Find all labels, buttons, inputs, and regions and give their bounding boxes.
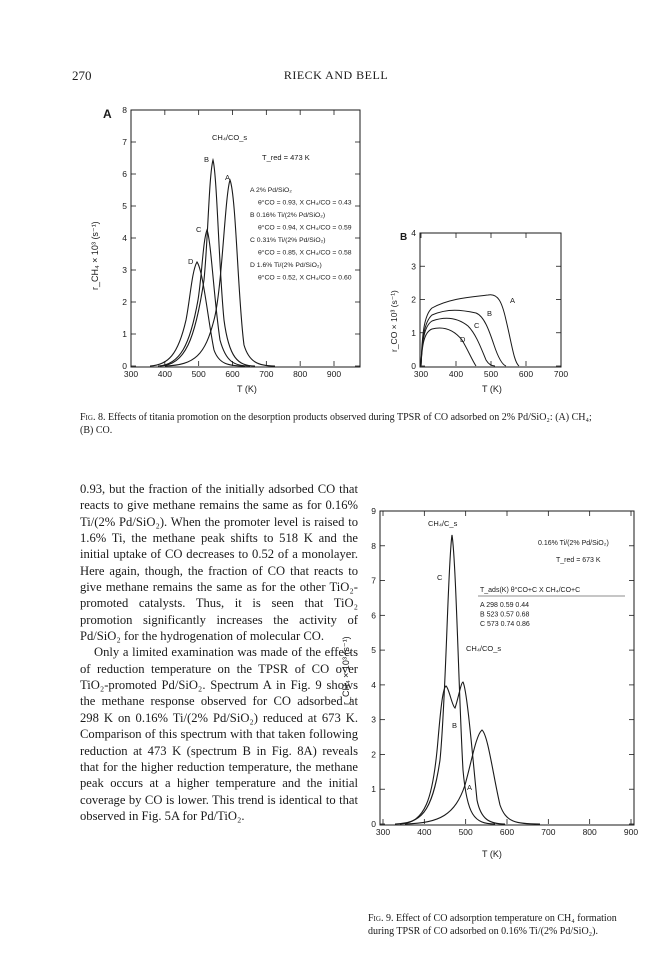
panel-a-legend-line: B 0.16% Ti/(2% Pd/SiO₂) [250,212,326,219]
fig9-table-row: A 298 0.59 0.44 [480,602,530,609]
panel-a-ytick-label: 1 [122,329,127,339]
panel-b-xtick-label: 400 [448,369,464,379]
panel-b-curve-label-d: D [460,335,466,344]
fig9-xtick-label: 700 [541,827,556,837]
figure8-panel-b [389,228,568,394]
panel-a-frame [131,110,360,367]
figure9-caption [368,912,628,938]
panel-a-xtick-label: 500 [191,369,206,379]
panel-a-ylabel: r_CH₄ × 10³ (s⁻¹) [90,221,100,290]
fig9-xtick-label: 900 [623,827,639,837]
fig9-xtick-label: 800 [582,827,597,837]
panel-a-curve-label-b: B [204,155,210,164]
panel-a-legend-line: D 1.6% Ti/(2% Pd/SiO₂) [250,262,322,269]
fig9-curve-c [395,535,495,824]
panel-b-ytick-label: 0 [411,361,416,371]
panel-b-ytick-label: 2 [411,294,416,305]
figure9-caption-label: Fig. 9. [368,913,394,924]
panel-a-xlabel: T (K) [237,384,257,394]
panel-a-title: CH₄/CO_s [212,133,248,142]
panel-a-xtick-label: 300 [123,369,139,379]
panel-b-xtick-label: 600 [518,369,534,379]
fig9-ylabel: r_CH₄ × 10³ (s⁻¹) [341,636,351,705]
panel-b-xlabel: T (K) [482,384,502,394]
fig9-xlabel: T (K) [482,849,502,859]
panel-b-curve-label-c: C [474,321,480,330]
panel-b-ytick-label: 3 [411,261,416,272]
fig9-title-second: CH₄/CO_s [466,644,502,653]
fig9-ytick-label: 1 [371,784,376,795]
panel-a-xtick-label: 600 [225,369,240,379]
panel-a-xtick-label: 400 [157,369,172,379]
figure8-caption-label: Fig. 8. [80,412,106,423]
panel-b-xtick-label: 700 [553,369,569,379]
fig9-ytick-label: 8 [371,540,376,551]
fig9-ytick-label: 0 [371,819,376,829]
fig9-xtick-label: 300 [375,827,391,837]
panel-a-ytick-label: 3 [122,265,127,275]
panel-a-legend-line: θ°CO = 0.85, X CH₄/CO = 0.58 [258,249,352,257]
fig9-ytick-label: 6 [371,610,376,621]
panel-b-curve-label-a: A [510,296,516,305]
panel-a-curve-c [158,230,250,366]
panel-a-legend-line: θ°CO = 0.94, X CH₄/CO = 0.59 [258,224,352,232]
panel-a-curve-b [160,160,255,366]
panel-b-frame [420,233,561,367]
fig9-ytick-label: 7 [371,575,376,586]
panel-b-xtick-label: 500 [483,369,499,379]
panel-a-ytick-label: 5 [122,201,127,211]
fig9-ytick-label: 5 [371,645,376,656]
panel-a-ytick-label: 4 [122,233,127,243]
fig9-curve-label-c: C [437,573,443,582]
panel-b-curve-d [421,328,476,366]
panel-a-ytick-label: 0 [122,361,127,371]
panel-a-curve-label-a: A [225,173,231,182]
fig9-table-row: C 573 0.74 0.86 [480,621,530,628]
fig9-xtick-label: 600 [499,827,515,837]
running-head: RIECK AND BELL [283,68,389,82]
fig9-curve-label-a: A [467,783,473,792]
body-text [80,481,358,824]
panel-a-legend-line: A 2% Pd/SiO₂ [250,187,292,194]
fig9-ytick-label: 2 [371,749,376,760]
panel-a-ytick-label: 2 [122,297,127,307]
fig9-condition: T_red = 673 K [556,557,601,564]
figure8-panel-a [90,105,360,394]
panel-b-letter: B [400,232,408,243]
fig9-xtick-label: 500 [458,827,473,837]
panel-a-legend-line: C 0.31% Ti/(2% Pd/SiO₂) [250,237,326,244]
panel-a-letter: A [103,107,112,121]
fig9-xtick-label: 400 [417,827,432,837]
panel-b-ytick-label: 1 [411,327,416,338]
figure8-caption-text: Effects of titania promotion on the desorption products observed during TPSR of CO adsorbed on 2% Pd/SiO₂: (A) CH₄; (B) CO. [80,412,592,436]
panel-a-ytick-label: 8 [122,105,127,115]
fig9-catalyst: 0.16% Ti/(2% Pd/SiO₂) [538,540,609,547]
panel-b-ylabel: r_CO × 10³ (s⁻¹) [389,290,399,352]
panel-a-legend-line: θ°CO = 0.52, X CH₄/CO = 0.60 [258,274,352,282]
figure9-caption-text: Effect of CO adsorption temperature on CH₄ formation during TPSR of CO adsorbed on 0.16% Ti/(2% Pd/SiO₂). [368,913,617,937]
page-number: 270 [72,68,92,83]
panel-b-curve-label-b: B [487,309,493,318]
body-paragraph-2: Only a limited examination was made of the effects of reduction temperature on the TPSR of CO over TiO₂-promoted Pd/SiO₂. Spectrum A in Fig. 9 shows the methane response observed for CO adsorbed at 298 K on 0.16% Ti/(2% Pd/SiO₂) reduced at 673 K. Comparison of this spectrum with that taken following reduction at 473 K (spectrum B in Fig. 8A) reveals that for the higher reduction temperature, the methane peak occurs at a higher temperature and the initial coverage by CO is lower. This trend is identical to that observed in Fig. 5A for Pd/TiO₂. [80,645,358,823]
fig9-ytick-label: 4 [371,679,376,690]
figure9 [341,506,638,859]
panel-a-legend [250,187,352,282]
panel-a-xtick-label: 800 [293,369,308,379]
fig9-table-row: B 523 0.57 0.68 [480,611,530,619]
figure8-caption [80,411,600,437]
panel-a-curve-label-d: D [188,257,194,266]
panel-a-legend-line: θ°CO = 0.93, X CH₄/CO = 0.43 [258,199,352,207]
panel-a-curve-label-c: C [196,225,202,234]
panel-b-ytick-label: 4 [411,228,416,238]
panel-a-condition: T_red = 473 K [262,153,310,162]
fig9-table-header: T_ads(K) θ°CO+C X CH₄/CO+C [480,587,581,594]
panel-b-xtick-label: 300 [413,369,429,379]
fig9-ytick-label: 3 [371,714,376,725]
panel-a-ytick-label: 6 [122,169,127,179]
panel-a-ytick-label: 7 [122,137,127,147]
fig9-curve-label-b: B [452,721,458,730]
panel-b-curve-c [421,318,495,366]
panel-a-xtick-label: 700 [259,369,274,379]
fig9-ytick-label: 9 [371,506,376,516]
fig9-title-main: CH₄/C_s [428,519,458,528]
panel-a-xtick-label: 900 [326,369,342,379]
body-paragraph-1: 0.93, but the fraction of the initially adsorbed CO that reacts to give methane remains the same as for 0.16% Ti/(2% Pd/SiO₂). When the promoter level is raised to 1.6% Ti, the methane peak shifts to 518 K and the initial uptake of CO decreases to 0.52 of a monolayer. Here again, though, the fraction of CO that reacts to give methane remains the same as for the other TiO₂-promoted catalysts. Thus, it is seen that TiO₂ promotion significantly increases the activity of Pd/SiO₂ for the hydrogenation of molecular CO. [80,482,358,644]
